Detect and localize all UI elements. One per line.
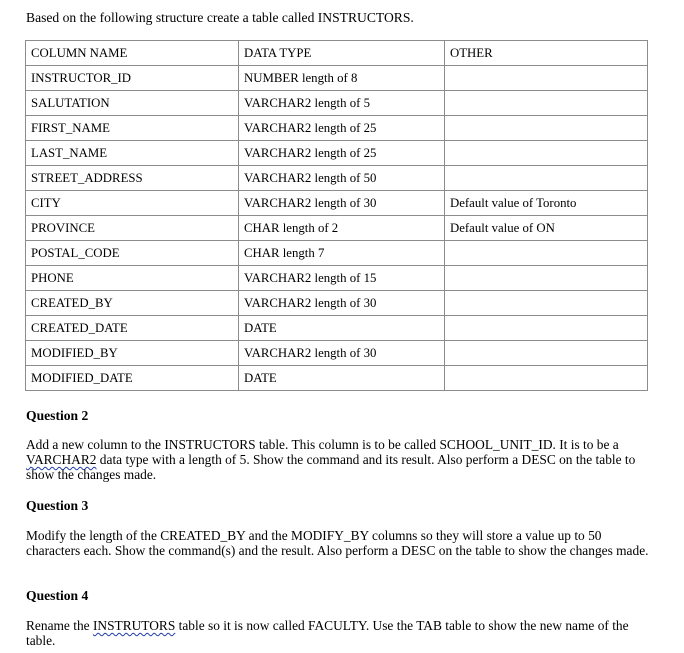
header-data-type: DATA TYPE (239, 41, 445, 66)
table-row (26, 141, 648, 166)
table-row (26, 291, 648, 316)
cell-other (445, 266, 648, 291)
cell-other (445, 341, 648, 366)
table-row (26, 341, 648, 366)
table-row (26, 266, 648, 291)
cell-column-name: PHONE (26, 266, 239, 291)
question-4-text-end: table so it is now called FACULTY. Use the TAB table to show the new name of the table. (26, 618, 629, 648)
cell-data-type: CHAR length of 2 (239, 216, 445, 241)
table-row (26, 116, 648, 141)
cell-column-name: FIRST_NAME (26, 116, 239, 141)
question-3-title: Question 3 (26, 498, 89, 513)
cell-data-type: VARCHAR2 length of 50 (239, 166, 445, 191)
table-row (26, 166, 648, 191)
header-column-name: COLUMN NAME (26, 41, 239, 66)
table-row (26, 91, 648, 116)
spellcheck-flagged-word: INSTRUTORS (92, 618, 176, 633)
question-4-text-start: Rename the (26, 618, 93, 633)
cell-column-name: CREATED_DATE (26, 316, 239, 341)
cell-other (445, 141, 648, 166)
table-row (26, 66, 648, 91)
question-4-title: Question 4 (26, 588, 89, 603)
question-4-text (26, 618, 656, 648)
question-2-text (26, 437, 656, 482)
table-row (26, 216, 648, 241)
cell-other (445, 291, 648, 316)
intro-text: Based on the following structure create a table called INSTRUCTORS. (26, 10, 414, 25)
cell-column-name: POSTAL_CODE (26, 241, 239, 266)
cell-column-name: INSTRUCTOR_ID (26, 66, 239, 91)
cell-column-name: SALUTATION (26, 91, 239, 116)
cell-data-type: VARCHAR2 length of 25 (239, 116, 445, 141)
table-body (26, 41, 648, 391)
cell-data-type: VARCHAR2 length of 15 (239, 266, 445, 291)
question-2-title: Question 2 (26, 408, 89, 423)
cell-other: Default value of ON (445, 216, 648, 241)
table-row (26, 191, 648, 216)
cell-other (445, 241, 648, 266)
table-row (26, 366, 648, 391)
question-3-text: Modify the length of the CREATED_BY and the MODIFY_BY columns so they will store a value up to 50 characters each. Show the command(s) and the result. Also perform a DESC on the table to show the changes made. (26, 528, 649, 558)
cell-column-name: PROVINCE (26, 216, 239, 241)
cell-data-type: VARCHAR2 length of 30 (239, 341, 445, 366)
cell-column-name: CITY (26, 191, 239, 216)
cell-other (445, 66, 648, 91)
cell-data-type: CHAR length 7 (239, 241, 445, 266)
question-2-text-start: Add a new column to the INSTRUCTORS table. This column is to be called SCHOOL_UNIT_ID. It is to be a (26, 437, 619, 452)
cell-data-type: VARCHAR2 length of 30 (239, 291, 445, 316)
cell-other (445, 166, 648, 191)
cell-data-type: VARCHAR2 length of 25 (239, 141, 445, 166)
spellcheck-flagged-word: VARCHAR2 (26, 452, 97, 467)
cell-column-name: MODIFIED_BY (26, 341, 239, 366)
table-row (26, 241, 648, 266)
instructors-structure-table (25, 40, 648, 391)
table-header-row (26, 41, 648, 66)
cell-other: Default value of Toronto (445, 191, 648, 216)
cell-other (445, 316, 648, 341)
cell-data-type: NUMBER length of 8 (239, 66, 445, 91)
cell-column-name: STREET_ADDRESS (26, 166, 239, 191)
cell-column-name: MODIFIED_DATE (26, 366, 239, 391)
cell-data-type: DATE (239, 316, 445, 341)
cell-data-type: VARCHAR2 length of 30 (239, 191, 445, 216)
cell-other (445, 366, 648, 391)
cell-column-name: LAST_NAME (26, 141, 239, 166)
cell-other (445, 91, 648, 116)
table-row (26, 316, 648, 341)
header-other: OTHER (445, 41, 648, 66)
cell-column-name: CREATED_BY (26, 291, 239, 316)
cell-data-type: VARCHAR2 length of 5 (239, 91, 445, 116)
cell-other (445, 116, 648, 141)
question-2-text-end: data type with a length of 5. Show the command and its result. Also perform a DESC on the table to show the changes made. (26, 452, 636, 482)
cell-data-type: DATE (239, 366, 445, 391)
